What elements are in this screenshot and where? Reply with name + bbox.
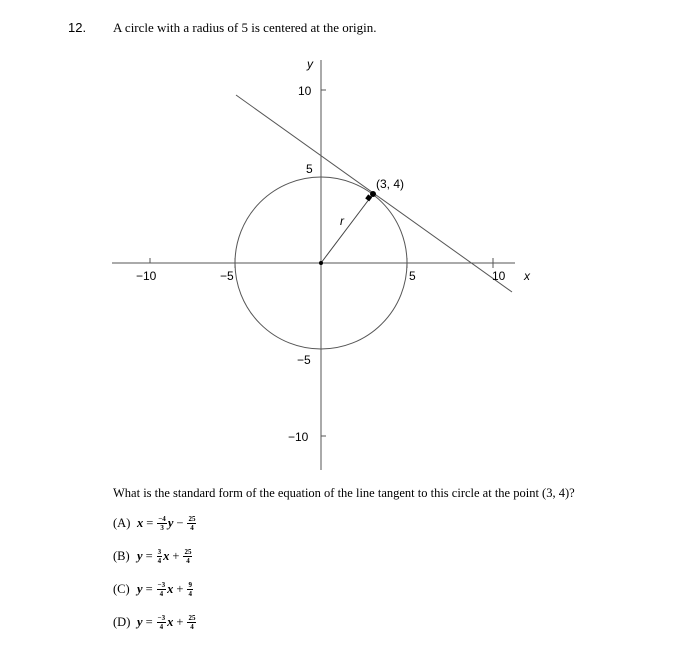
y-tick-label-10: 10 xyxy=(298,84,312,98)
eq-lhs: y xyxy=(137,581,143,596)
origin-point xyxy=(319,261,323,265)
eq-equals: = xyxy=(145,614,153,629)
eq-var: y xyxy=(167,515,174,530)
radius-line xyxy=(321,194,373,263)
eq-fraction-2: $\frac{25}{4}$ xyxy=(188,514,196,532)
eq-equals: = xyxy=(145,581,153,596)
eq-equals: = xyxy=(146,515,154,530)
question-stem: A circle with a radius of 5 is centered at the origin. xyxy=(113,20,377,35)
choice-letter: (D) xyxy=(113,614,131,629)
choice-c[interactable] xyxy=(113,578,194,600)
eq-lhs: y xyxy=(137,614,143,629)
eq-operator: + xyxy=(172,548,180,563)
x-tick-label-neg5: −5 xyxy=(220,269,234,283)
choice-equation xyxy=(137,548,193,565)
eq-fraction-2: $\frac{25}{4}$ xyxy=(184,547,192,565)
y-axis-label: y xyxy=(307,57,313,71)
radius-label: r xyxy=(340,214,344,228)
eq-operator: − xyxy=(176,515,184,530)
question-prompt: What is the standard form of the equation of the line tangent to this circle at the point (3, 4)? xyxy=(113,486,575,500)
eq-lhs: y xyxy=(137,548,143,563)
eq-fraction-1: $\frac{-3}{4}$ xyxy=(157,613,166,631)
point-label: (3, 4) xyxy=(376,177,405,191)
choice-a[interactable] xyxy=(113,512,197,534)
eq-var: x xyxy=(167,614,174,629)
eq-fraction-1: $\frac{-3}{4}$ xyxy=(157,580,166,598)
tangent-point xyxy=(370,191,376,197)
eq-fraction-2: $\frac{9}{4}$ xyxy=(188,580,192,598)
x-tick-label-10: 10 xyxy=(492,269,506,283)
choice-b[interactable] xyxy=(113,545,193,567)
eq-operator: + xyxy=(176,614,184,629)
choice-equation xyxy=(137,614,197,631)
y-tick-label-neg10: −10 xyxy=(288,430,309,444)
choice-letter: (A) xyxy=(113,515,131,530)
eq-lhs: x xyxy=(137,515,144,530)
choice-letter: (C) xyxy=(113,581,130,596)
x-tick-label-5: 5 xyxy=(409,269,416,283)
eq-operator: + xyxy=(176,581,184,596)
choice-equation xyxy=(137,515,197,532)
x-axis-label: x xyxy=(524,269,530,283)
y-tick-label-neg5: −5 xyxy=(297,353,311,367)
eq-fraction-1: $\frac{3}{4}$ xyxy=(157,547,162,565)
x-tick-label-neg10: −10 xyxy=(136,269,157,283)
eq-var: x xyxy=(167,581,174,596)
question-number: 12. xyxy=(68,20,87,35)
choice-letter: (B) xyxy=(113,548,130,563)
choice-equation xyxy=(137,581,194,598)
choice-d[interactable] xyxy=(113,611,197,633)
eq-fraction-1: $\frac{-4}{3}$ xyxy=(158,514,166,532)
eq-fraction-2: $\frac{25}{4}$ xyxy=(188,613,196,631)
y-tick-label-5: 5 xyxy=(306,162,313,176)
eq-var: x xyxy=(163,548,170,563)
eq-equals: = xyxy=(145,548,153,563)
